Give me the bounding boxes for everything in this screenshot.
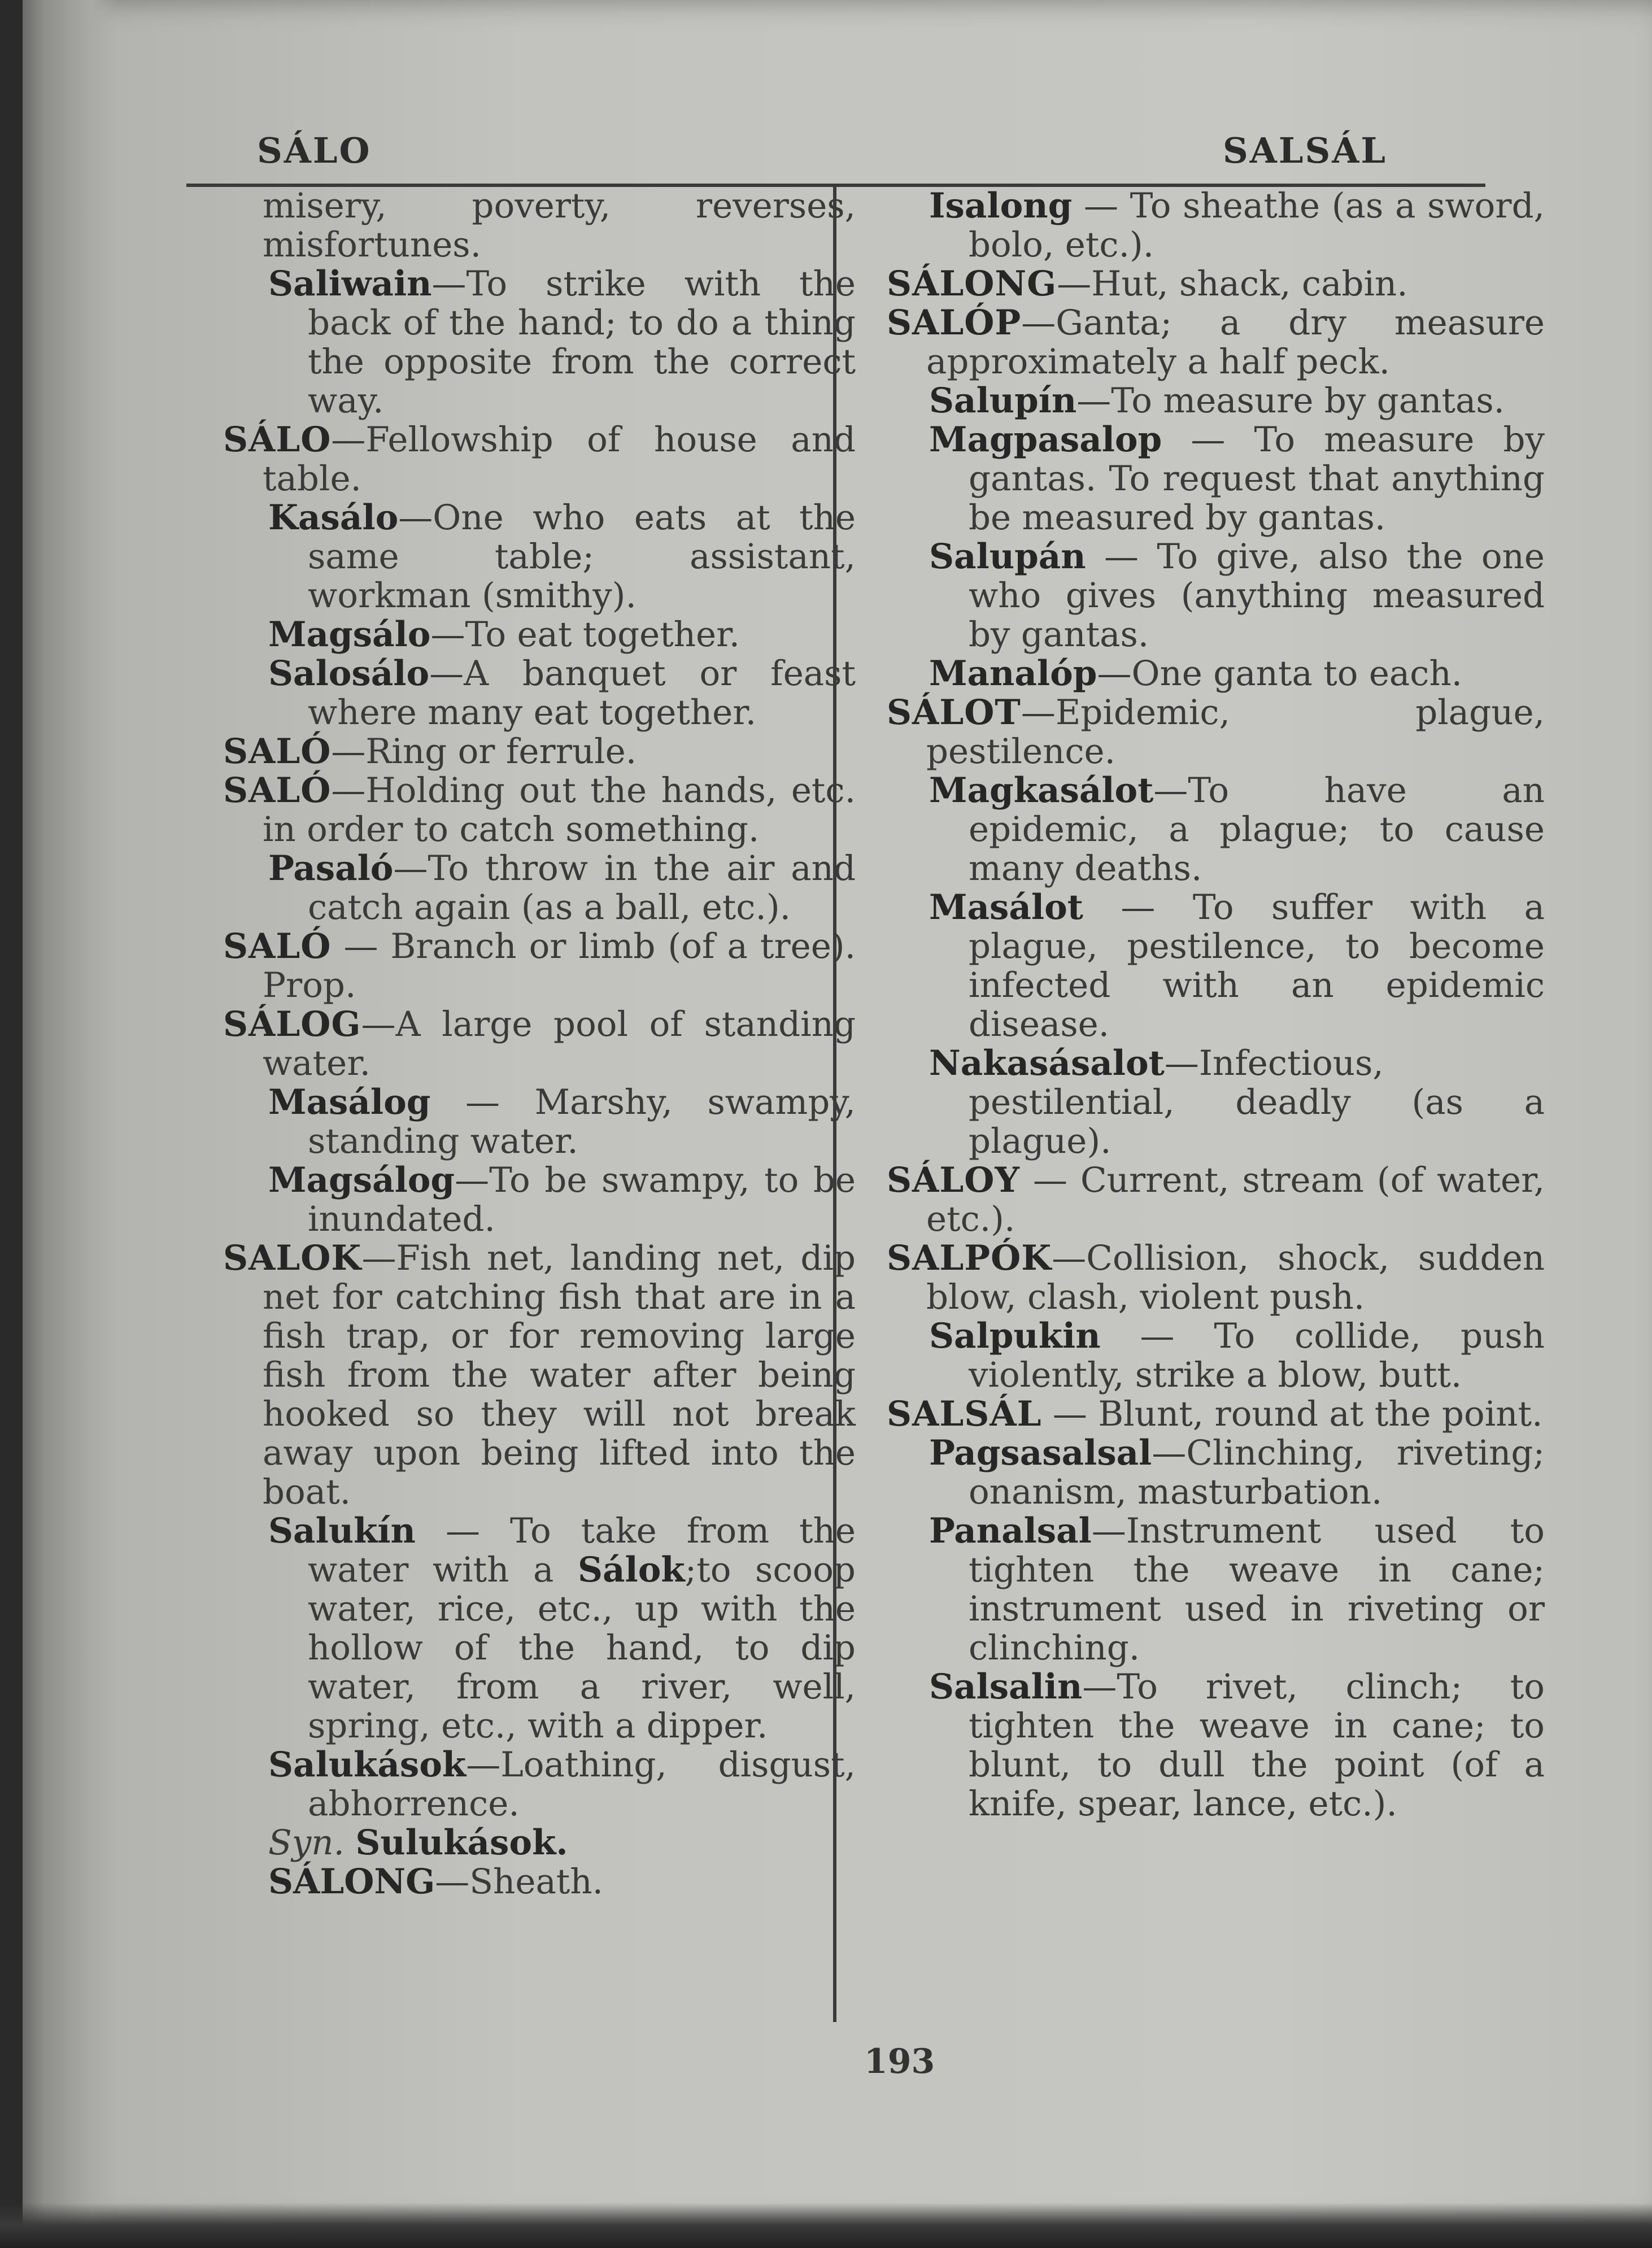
entry-separator: —: [1021, 303, 1056, 343]
dictionary-entry: [189, 186, 856, 264]
entry-headword: Salpukin: [929, 1316, 1101, 1356]
dictionary-entry: [850, 693, 1545, 771]
entry-separator: —: [393, 848, 428, 888]
running-head-left: SÁLO: [257, 130, 372, 171]
entry-separator: —: [1041, 1394, 1099, 1434]
entry-definition: To be swampy, to be inundated.: [308, 1160, 856, 1239]
entry-headword: SALOK: [223, 1238, 362, 1278]
dictionary-entry: [189, 1862, 856, 1901]
entry-definition: To measure by gantas. To request that anything be measured by gantas.: [969, 420, 1545, 538]
dictionary-entry: [189, 927, 856, 1005]
dictionary-entry: [850, 1317, 1545, 1395]
entry-definition: Instrument used to tighten the weave in cane; instrument used in riveting or clinching.: [969, 1511, 1545, 1668]
entry-definition: To sheathe (as a sword, bolo, etc.).: [969, 186, 1545, 265]
entry-separator: —: [331, 926, 391, 966]
entry-separator: —: [455, 1160, 490, 1200]
entry-definition: Blunt, round at the point.: [1098, 1394, 1543, 1434]
entry-headword: Salupín: [929, 381, 1077, 421]
entry-definition: To suffer with a plague, pestilence, to become infected with an epidemic disease.: [969, 887, 1545, 1044]
dictionary-entry: [189, 654, 856, 732]
entry-separator: —: [331, 420, 366, 460]
dictionary-entry: [850, 1161, 1545, 1239]
entry-headword: Magkasálot: [929, 770, 1154, 811]
entry-separator: —: [1082, 1667, 1117, 1707]
entry-definition: Loathing, disgust, abhorrence.: [308, 1745, 856, 1824]
entry-headword: SÁLONG: [887, 264, 1057, 304]
entry-separator: —: [1076, 381, 1111, 421]
entry-separator: —: [431, 264, 467, 304]
synonym-word: Sulukások.: [355, 1823, 568, 1863]
entry-headword: Kasálo: [268, 498, 399, 538]
dictionary-entry: [850, 1511, 1545, 1667]
entry-headword: Pasaló: [268, 848, 394, 888]
entry-definition: To strike with the back of the hand; to do a thing the opposite from the correct way.: [308, 264, 856, 421]
entry-headword: Magpasalop: [929, 420, 1162, 460]
dictionary-entry: [189, 771, 856, 849]
entry-separator: —: [1083, 887, 1193, 927]
entry-separator: —: [1052, 1238, 1087, 1278]
entry-headword: Saliwain: [268, 264, 432, 304]
entry-separator: —: [415, 1511, 511, 1551]
dictionary-entry: [850, 303, 1545, 381]
entry-separator: —: [429, 654, 464, 694]
dictionary-entry: [850, 1239, 1545, 1317]
dictionary-entry: [850, 537, 1545, 654]
entry-definition: Holding out the hands, etc. in order to catch something.: [263, 770, 856, 849]
entry-headword: SÁLOG: [223, 1004, 361, 1044]
dictionary-entry: [189, 849, 856, 927]
entry-definition: To collide, push violently, strike a blow, butt.: [969, 1316, 1545, 1395]
entry-separator: —: [1021, 692, 1056, 733]
dictionary-entry: [850, 381, 1545, 420]
entry-headword: SALÓ: [223, 926, 332, 966]
dictionary-entry: [189, 1745, 856, 1823]
entry-separator: —: [1097, 654, 1132, 694]
entry-separator: —: [1153, 770, 1188, 811]
entry-definition: Ganta; a dry measure approximately a half peck.: [926, 303, 1545, 382]
entry-headword: Salosálo: [268, 654, 430, 694]
entry-definition: Collision, shock, sudden blow, clash, violent push.: [926, 1238, 1545, 1317]
entry-headword: Nakasásalot: [929, 1043, 1165, 1083]
entry-definition-continued: ;to scoop water, rice, etc., up with the hollow of the hand, to dip water, from a river, well, spring, etc., with a dipper.: [308, 1550, 856, 1746]
dictionary-entry: [850, 888, 1545, 1044]
entry-headword: Salupán: [929, 537, 1086, 577]
entry-definition: misery, poverty, reverses, misfortunes.: [263, 186, 856, 265]
entry-separator: —: [1152, 1433, 1187, 1473]
entry-headword: SÁLONG: [268, 1862, 435, 1902]
entry-definition: To take from the water with a: [308, 1511, 856, 1590]
entry-separator: —: [466, 1745, 501, 1785]
dictionary-entry: [189, 1083, 856, 1161]
entry-definition: Infectious, pestilential, deadly (as a plague).: [969, 1043, 1545, 1161]
entry-definition: A banquet or feast where many eat together.: [308, 654, 856, 733]
dictionary-entry: [189, 1005, 856, 1083]
entry-definition: One who eats at the same table; assistant, workman (smithy).: [308, 498, 856, 616]
entry-definition: To have an epidemic, a plague; to cause many deaths.: [969, 770, 1545, 888]
dictionary-entry: [189, 1511, 856, 1745]
dictionary-entry: [850, 1395, 1545, 1434]
entry-definition: To throw in the air and catch again (as a ball, etc.).: [308, 848, 856, 927]
entry-separator: —: [1019, 1160, 1080, 1200]
entry-separator: —: [361, 1238, 396, 1278]
entry-definition: Ring or ferrule.: [365, 731, 637, 772]
entry-definition: Branch or limb (of a tree). Prop.: [263, 926, 856, 1005]
dictionary-entry: [850, 654, 1545, 693]
entry-definition: Clinching, riveting; onanism, masturbation.: [969, 1433, 1545, 1512]
entry-definition: To rivet, clinch; to tighten the weave in cane; to blunt, to dull the point (of a knife, spear, lance, etc.).: [969, 1667, 1545, 1824]
dictionary-entry: [189, 498, 856, 615]
dictionary-entry: [189, 615, 856, 654]
dictionary-entry: [850, 1434, 1545, 1511]
entry-definition: Current, stream (of water, etc.).: [926, 1160, 1545, 1239]
dictionary-entry: [189, 420, 856, 498]
entry-headword: Masálot: [929, 887, 1083, 927]
dictionary-entry: [850, 1044, 1545, 1161]
dictionary-entry: [189, 1823, 856, 1862]
entry-definition: Marshy, swampy, standing water.: [308, 1082, 856, 1161]
dictionary-entry: [189, 732, 856, 771]
entry-headword: Salsalin: [929, 1667, 1083, 1707]
entry-separator: —: [1162, 420, 1254, 460]
entry-headword: SALÓ: [223, 770, 332, 811]
entry-headword: Magsálo: [268, 615, 431, 655]
dictionary-entry: [189, 1239, 856, 1511]
entry-definition: Epidemic, plague, pestilence.: [926, 692, 1545, 772]
entry-separator: —: [331, 731, 366, 772]
entry-definition: To give, also the one who gives (anything measured by gantas.: [969, 537, 1545, 655]
entry-cross-reference: Sálok: [577, 1550, 685, 1590]
entry-headword: Salukín: [268, 1511, 416, 1551]
entry-headword: Isalong: [929, 186, 1073, 226]
dictionary-entry: [850, 1667, 1545, 1823]
page-bottom-edge: [0, 2203, 1652, 2248]
entry-separator: —: [430, 615, 465, 655]
entry-definition: A large pool of standing water.: [263, 1004, 856, 1083]
page-number: 193: [864, 2042, 935, 2081]
entry-separator: —: [435, 1862, 470, 1902]
entry-headword: Magsálog: [268, 1160, 455, 1200]
right-column: [850, 186, 1545, 1823]
dictionary-entry: [850, 264, 1545, 303]
entry-definition: To measure by gantas.: [1111, 381, 1505, 421]
entry-headword: Manalóp: [929, 654, 1097, 694]
entry-definition: One ganta to each.: [1131, 654, 1463, 694]
entry-separator: —: [1072, 186, 1130, 226]
entry-separator: —: [361, 1004, 396, 1044]
dictionary-entry: [850, 186, 1545, 264]
dictionary-entry: [850, 420, 1545, 537]
entry-separator: —: [1164, 1043, 1199, 1083]
entry-separator: —: [1100, 1316, 1214, 1356]
entry-separator: —: [1086, 537, 1157, 577]
entry-headword: Salukások: [268, 1745, 467, 1785]
entry-headword: Pagsasalsal: [929, 1433, 1152, 1473]
running-head-right: SALSÁL: [1223, 130, 1387, 171]
dictionary-entry: [189, 1161, 856, 1239]
entry-definition: Hut, shack, cabin.: [1091, 264, 1408, 304]
entry-separator: —: [331, 770, 366, 811]
entry-definition: Fish net, landing net, dip net for catching fish that are in a fish trap, or for removing large fish from the water after being hooked so they will not break away upon being lifted into the boat.: [263, 1238, 856, 1512]
entry-headword: SÁLO: [223, 420, 332, 460]
dictionary-entry: [850, 771, 1545, 888]
dictionary-entry: [189, 264, 856, 420]
entry-definition: To eat together.: [465, 615, 740, 655]
entry-separator: —: [430, 1082, 535, 1122]
entry-headword: Masálog: [268, 1082, 431, 1122]
synonym-label: Syn.: [268, 1823, 345, 1863]
left-column: [189, 186, 856, 1901]
entry-headword: Panalsal: [929, 1511, 1092, 1551]
page-gutter-shadow: [23, 0, 119, 2228]
entry-headword: SALPÓK: [887, 1238, 1052, 1278]
entry-separator: —: [1057, 264, 1092, 304]
entry-headword: SALÓP: [887, 303, 1022, 343]
entry-separator: —: [398, 498, 433, 538]
entry-headword: SÁLOT: [887, 692, 1021, 733]
entry-headword: SALSÁL: [887, 1394, 1042, 1434]
entry-separator: —: [1091, 1511, 1126, 1551]
entry-headword: SÁLOY: [887, 1160, 1020, 1200]
entry-definition: Sheath.: [469, 1862, 603, 1902]
entry-headword: SALÓ: [223, 731, 332, 772]
entry-definition: Fellowship of house and table.: [263, 420, 856, 499]
